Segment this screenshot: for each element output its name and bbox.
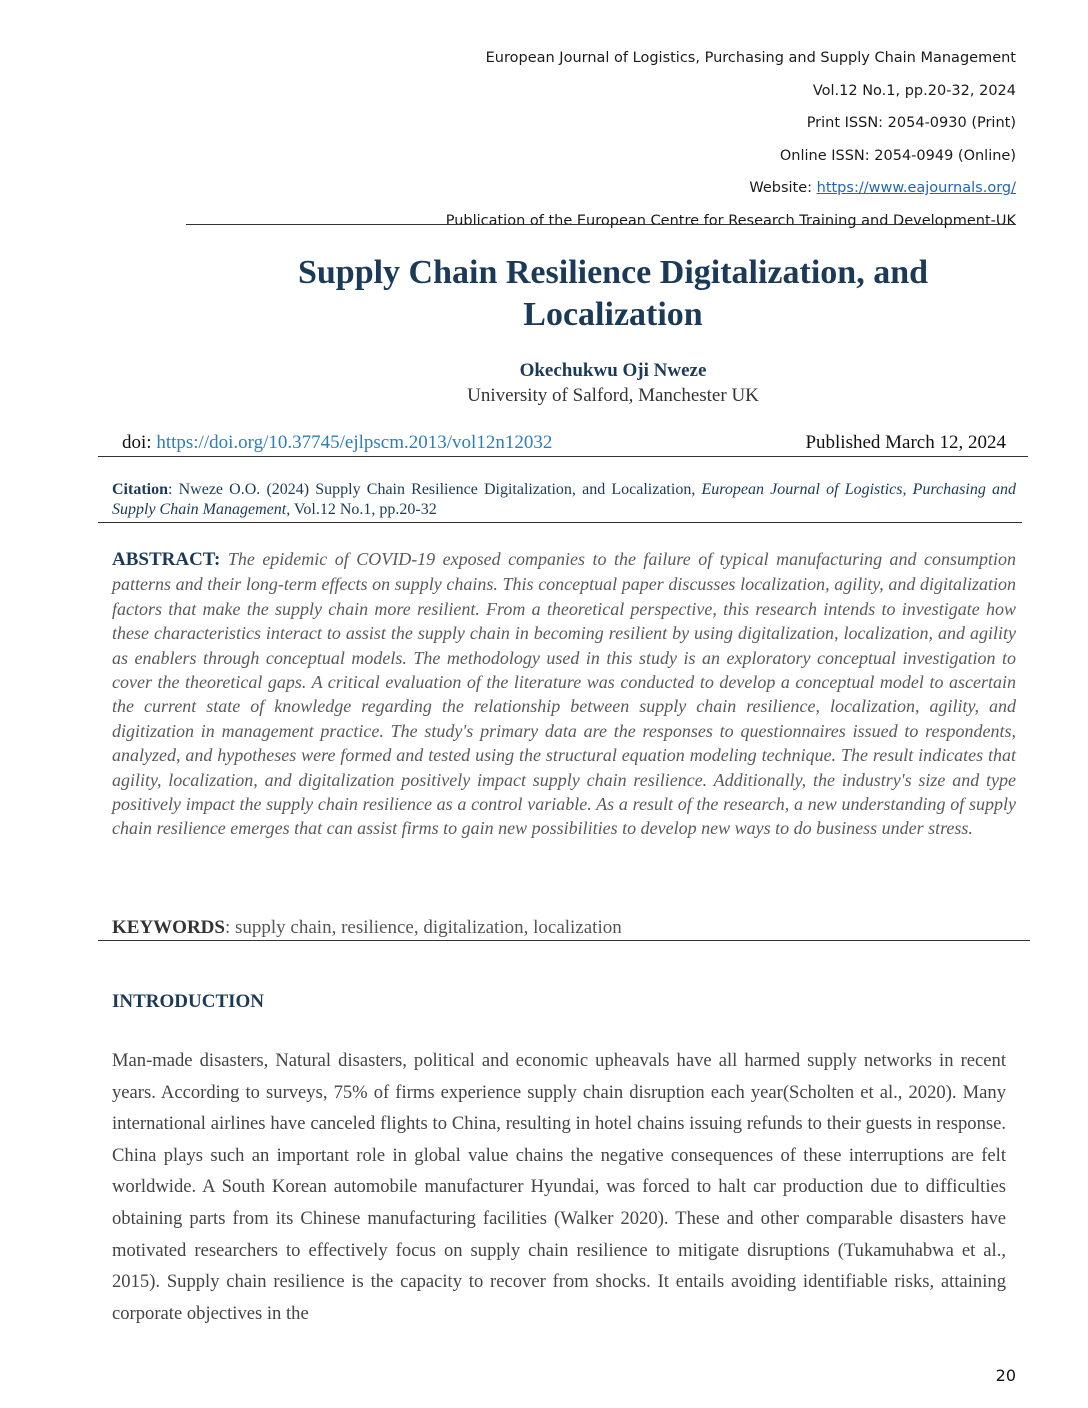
header-divider <box>186 224 1016 225</box>
citation-sep: : <box>168 481 179 498</box>
introduction-heading: INTRODUCTION <box>112 991 265 1012</box>
abstract-label: ABSTRACT: <box>112 549 221 570</box>
citation <box>112 480 1016 520</box>
website-label: Website: <box>749 180 817 196</box>
keywords-divider <box>98 940 1030 941</box>
page-number: 20 <box>995 1366 1016 1385</box>
doi-link[interactable]: https://doi.org/10.37745/ejlpscm.2013/vol12n12032 <box>156 432 553 453</box>
citation-tail: , Vol.12 No.1, pp.20-32 <box>286 501 437 518</box>
keywords-label: KEYWORDS <box>112 917 225 938</box>
website-link[interactable]: https://www.eajournals.org/ <box>816 180 1016 196</box>
introduction-body: Man-made disasters, Natural disasters, political and economic upheavals have all harmed supply networks in recent years. According to surveys, 75% of firms experience supply chain disruption each year(Scholten et al., 2020). Many international airlines have canceled flights to China, resulting in hotel chains issuing refunds to their guests in response. China plays such an important role in global value chains the negative consequences of these interruptions are felt worldwide. A South Korean automobile manufacturer Hyundai, was forced to halt car production due to difficulties obtaining parts from its Chinese manufacturing facilities (Walker 2020). These and other comparable disasters have motivated researchers to effectively focus on supply chain resilience to mitigate disruptions (Tukamuhabwa et al., 2015). Supply chain resilience is the capacity to recover from shocks. It entails avoiding identifiable risks, attaining corporate objectives in the <box>112 1050 1006 1324</box>
keywords <box>112 915 1016 941</box>
author-block <box>190 358 1036 408</box>
citation-divider <box>98 522 1022 523</box>
citation-journal: European Journal of Logistics, Purchasing and Supply Chain Management <box>112 481 1016 518</box>
citation-label: Citation <box>112 481 168 498</box>
citation-text: Nweze O.O. (2024) Supply Chain Resilience Digitalization, and Localization, <box>178 481 702 498</box>
online-issn: Online ISSN: 2054-0949 (Online) <box>779 147 1016 164</box>
publisher-line: Publication of the European Centre for Research Training and Development-UK <box>445 212 1016 229</box>
keywords-text: : supply chain, resilience, digitalization, localization <box>224 917 622 938</box>
title-line-1: Supply Chain Resilience Digitalization, and <box>297 254 929 291</box>
article-title <box>190 252 1036 336</box>
journal-name: European Journal of Logistics, Purchasing and Supply Chain Management <box>485 50 1016 66</box>
published-date: Published March 12, 2024 <box>805 432 1006 453</box>
title-line-2: Localization <box>523 296 703 333</box>
website-line <box>136 172 1016 205</box>
abstract-text: The epidemic of COVID-19 exposed companies to the failure of typical manufacturing and consumption patterns and their long-term effects on supply chains. This conceptual paper discusses localization, agility, and digitalization factors that make the supply chain more resilient. From a theoretical perspective, this research intends to investigate how these characteristics interact to assist the supply chain in becoming resilient by using digitalization, localization, and agility as enablers through conceptual models. The methodology used in this study is an exploratory conceptual investigation to cover the theoretical gaps. A critical evaluation of the literature was conducted to develop a conceptual model to ascertain the current state of knowledge regarding the relationship between supply chain resilience, localization, agility, and digitization in management practice. The study's primary data are the responses to questionnaires issued to respondents, analyzed, and hypotheses were formed and tested using the structural equation modeling technique. The result indicates that agility, localization, and digitalization positively impact supply chain resilience. Additionally, the industry's size and type positively impact the supply chain resilience as a control variable. As a result of the research, a new understanding of supply chain resilience emerges that can assist firms to gain new possibilities to develop new ways to do business under stress. <box>112 549 1017 839</box>
doi-row <box>122 430 1006 456</box>
author-name: Okechukwu Oji Nweze <box>519 360 707 381</box>
journal-header <box>136 42 1016 237</box>
print-issn: Print ISSN: 2054-0930 (Print) <box>806 115 1016 131</box>
journal-volume: Vol.12 No.1, pp.20-32, 2024 <box>812 82 1016 99</box>
doi-label: doi: <box>122 432 157 453</box>
doi-divider <box>98 456 1028 457</box>
author-affiliation: University of Salford, Manchester UK <box>467 385 759 406</box>
abstract <box>112 547 1016 841</box>
